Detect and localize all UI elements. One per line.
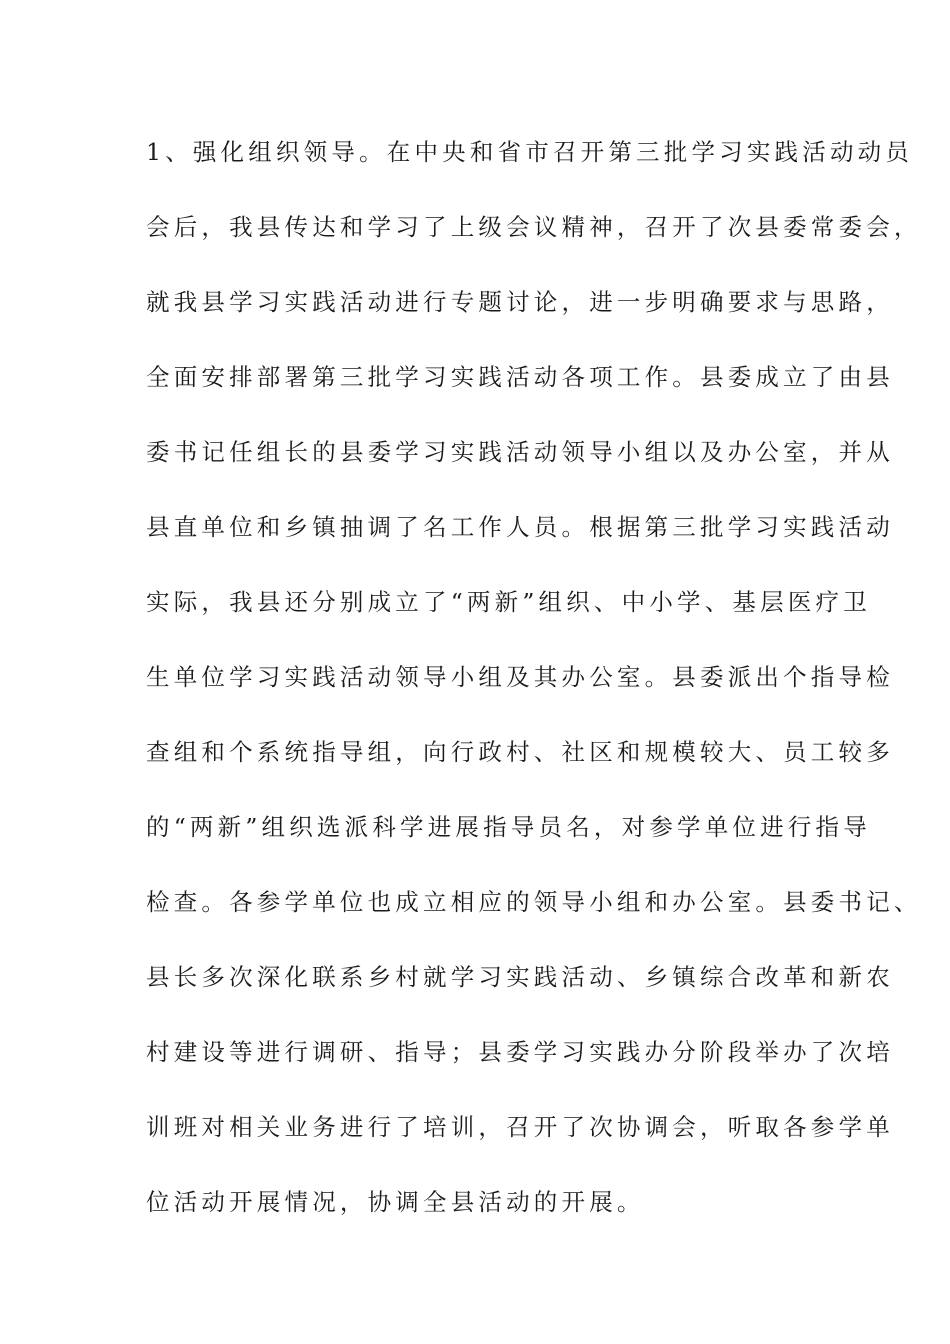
text-line-14: 训班对相关业务进行了培训，召开了次协调会，听取各参学单 <box>146 1113 894 1141</box>
text-line-9: 查组和个系统指导组，向行政村、社区和规模较大、员工较多 <box>146 738 894 766</box>
text-line-4: 全面安排部署第三批学习实践活动各项工作。县委成立了由县 <box>146 363 894 391</box>
text-line-11: 检查。各参学单位也成立相应的领导小组和办公室。县委书记、 <box>146 888 922 916</box>
text-line-2: 会后，我县传达和学习了上级会议精神，召开了次县委常委会， <box>146 213 922 241</box>
text-line-12: 县长多次深化联系乡村就学习实践活动、乡镇综合改革和新农 <box>146 963 894 991</box>
text-line-3: 就我县学习实践活动进行专题讨论，进一步明确要求与思路， <box>146 288 894 316</box>
text-line-1: 1、强化组织领导。在中央和省市召开第三批学习实践活动动员 <box>146 138 914 166</box>
text-line-10: 的“两新”组织选派科学进展指导员名，对参学单位进行指导 <box>146 813 871 841</box>
text-line-13: 村建设等进行调研、指导；县委学习实践办分阶段举办了次培 <box>146 1038 894 1066</box>
body-paragraph <box>146 132 922 1257</box>
text-line-8: 生单位学习实践活动领导小组及其办公室。县委派出个指导检 <box>146 663 894 691</box>
text-line-7: 实际，我县还分别成立了“两新”组织、中小学、基层医疗卫 <box>146 588 871 616</box>
text-line-5: 委书记任组长的县委学习实践活动领导小组以及办公室，并从 <box>146 438 894 466</box>
text-line-6: 县直单位和乡镇抽调了名工作人员。根据第三批学习实践活动 <box>146 513 894 541</box>
text-line-15: 位活动开展情况，协调全县活动的开展。 <box>146 1188 645 1216</box>
